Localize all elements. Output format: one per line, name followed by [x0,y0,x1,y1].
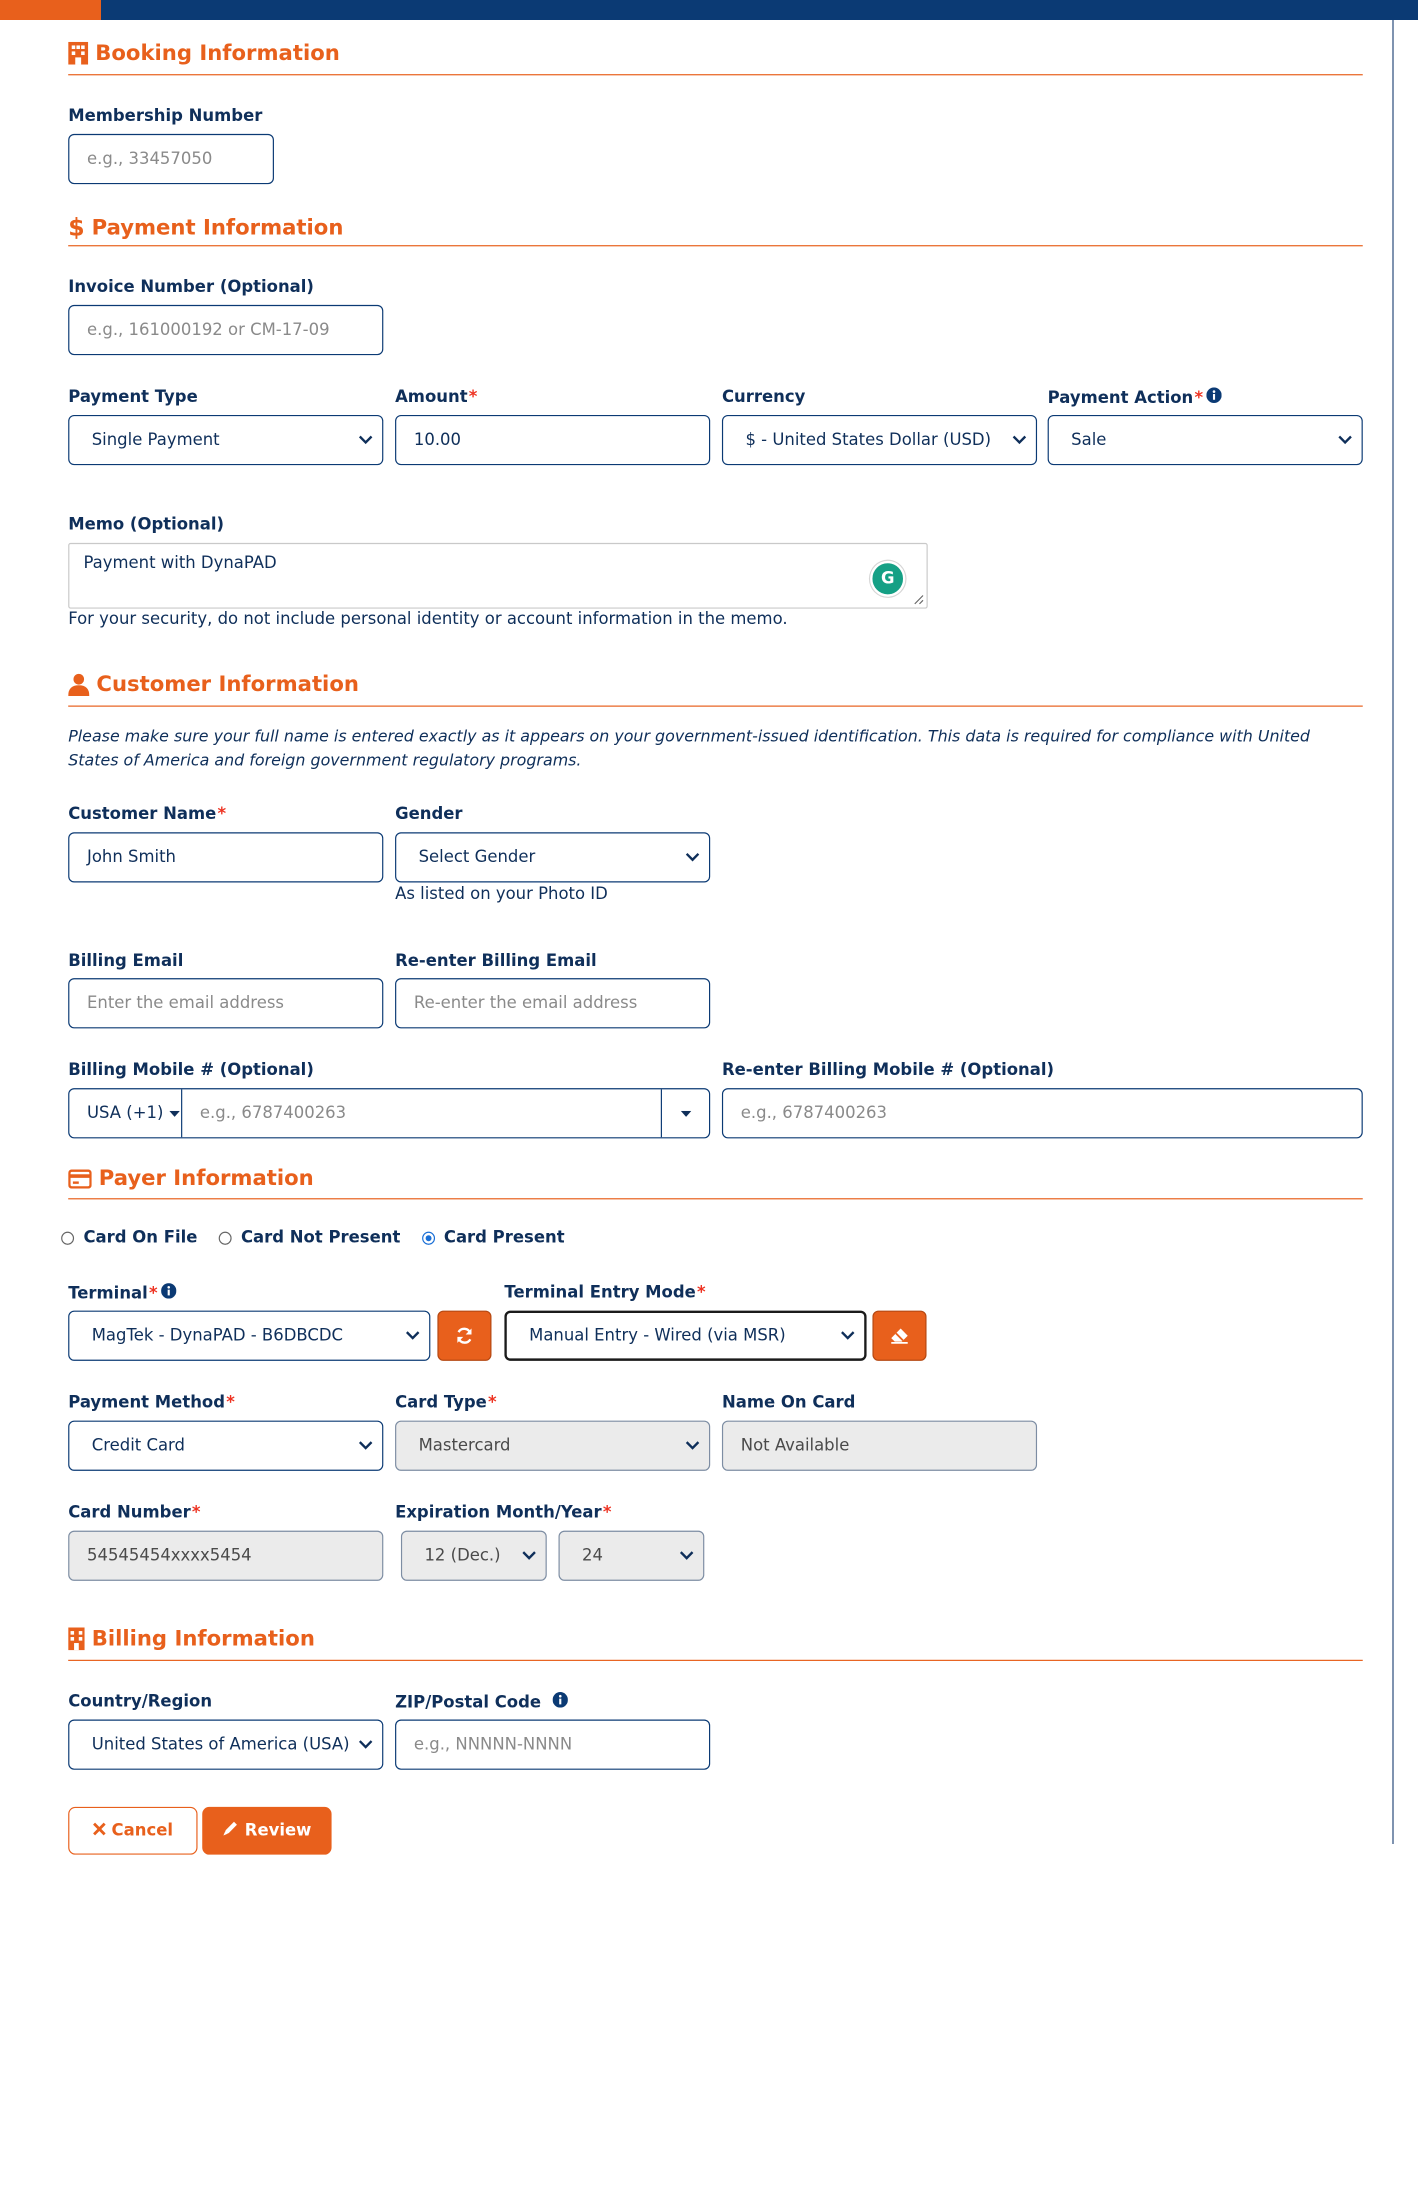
billing-email-input[interactable]: Enter the email address [68,978,383,1028]
billing-email-label: Billing Email [68,951,184,971]
info-icon[interactable] [553,1692,568,1712]
country-label: Country/Region [68,1692,213,1712]
country-select[interactable]: United States of America (USA) [68,1720,383,1770]
reenter-mobile-input[interactable]: e.g., 6787400263 [722,1088,1363,1138]
chevron-down-icon [522,1551,536,1561]
memo-help-text: For your security, do not include personal identity or account information in the memo. [68,609,788,629]
customer-divider [68,706,1363,707]
zip-label: ZIP/Postal Code [395,1692,568,1712]
mobile-format-dropdown[interactable] [661,1089,709,1137]
name-on-card-input: Not Available [722,1421,1037,1471]
customer-section-title: Customer Information [68,672,359,697]
payment-action-label: Payment Action * [1048,387,1222,407]
card-number-label: Card Number * [68,1503,201,1523]
radio-card-not-present[interactable]: Card Not Present [219,1228,401,1247]
payment-section-title: $ Payment Information [68,212,344,242]
payment-method-select[interactable]: Credit Card [68,1421,383,1471]
billing-section-title: Billing Information [68,1626,315,1651]
chevron-down-icon [685,1441,699,1451]
billing-mobile-label: Billing Mobile # (Optional) [68,1060,314,1080]
membership-label: Membership Number [68,106,263,126]
chevron-down-icon [685,853,699,863]
payment-type-select[interactable]: Single Payment [68,415,383,465]
chevron-down-icon [841,1331,855,1341]
customer-name-label: Customer Name * [68,804,227,824]
reenter-mobile-label: Re-enter Billing Mobile # (Optional) [721,1060,1055,1080]
card-type-select: Mastercard [395,1421,710,1471]
name-on-card-label: Name On Card [721,1393,856,1413]
expiration-label: Expiration Month/Year * [395,1503,612,1523]
amount-input[interactable]: 10.00 [395,415,710,465]
booking-divider [68,74,1363,75]
chevron-down-icon [406,1331,420,1341]
review-button[interactable]: Review [202,1807,331,1855]
entry-mode-label: Terminal Entry Mode * [504,1283,706,1303]
currency-label: Currency [721,387,806,407]
info-icon[interactable] [1207,387,1222,407]
grammarly-icon[interactable]: G [870,561,905,597]
eraser-icon [890,1327,909,1344]
caret-down-icon [680,1110,691,1116]
currency-select[interactable]: $ - United States Dollar (USD) [722,415,1037,465]
payment-method-label: Payment Method * [68,1393,235,1413]
billing-mobile-group [68,1088,710,1138]
gender-select[interactable]: Select Gender [395,832,710,882]
amount-label: Amount * [395,387,478,407]
radio-card-on-file[interactable]: Card On File [61,1228,197,1247]
radio-card-present[interactable]: Card Present [422,1228,565,1247]
building-icon [68,42,88,65]
chevron-down-icon [1012,435,1026,445]
reenter-email-label: Re-enter Billing Email [395,951,597,971]
exp-month-select: 12 (Dec.) [401,1531,547,1581]
chevron-down-icon [359,1740,373,1750]
country-code-dropdown[interactable]: USA (+1) [69,1089,182,1137]
building-icon [68,1627,84,1650]
payer-section-title: Payer Information [68,1166,314,1191]
close-icon [93,1821,106,1840]
chevron-down-icon [1338,435,1352,445]
exp-year-select: 24 [559,1531,705,1581]
billing-divider [68,1660,1363,1661]
gender-help-text: As listed on your Photo ID [395,884,608,905]
membership-input[interactable]: e.g., 33457050 [68,134,274,184]
caret-down-icon [169,1110,180,1116]
invoice-input[interactable]: e.g., 161000192 or CM-17-09 [68,305,383,355]
card-number-input: 54545454xxxx5454 [68,1531,383,1581]
zip-input[interactable]: e.g., NNNNN-NNNN [395,1720,710,1770]
payment-divider [68,245,1363,246]
payer-mode-radio-group [61,1228,586,1247]
info-icon[interactable] [161,1283,176,1303]
customer-name-input[interactable]: John Smith [68,832,383,882]
customer-compliance-note: Please make sure your full name is entered exactly as it appears on your government-issued identification. This data is required for compliance with United States of America and foreign government regulatory programs. [68,727,1311,771]
dollar-icon: $ [68,212,85,242]
clear-entry-button[interactable] [872,1311,926,1361]
payment-action-select[interactable]: Sale [1048,415,1363,465]
entry-mode-select[interactable]: Manual Entry - Wired (via MSR) [504,1311,866,1361]
chevron-down-icon [680,1551,694,1561]
resize-handle-icon[interactable] [912,593,924,605]
gender-label: Gender [395,804,463,824]
terminal-label: Terminal * [68,1283,176,1303]
billing-mobile-input[interactable]: e.g., 6787400263 [199,1103,347,1123]
invoice-label: Invoice Number (Optional) [68,277,314,297]
reenter-email-input[interactable]: Re-enter the email address [395,978,710,1028]
pencil-icon [222,1820,238,1842]
payer-divider [68,1198,1363,1199]
card-type-label: Card Type * [395,1393,497,1413]
terminal-select[interactable]: MagTek - DynaPAD - B6DBCDC [68,1311,430,1361]
memo-textarea[interactable]: Payment with DynaPAD G [68,543,928,609]
cancel-button[interactable]: Cancel [68,1807,197,1855]
refresh-terminals-button[interactable] [437,1311,491,1361]
credit-card-icon [68,1169,92,1188]
chevron-down-icon [359,1441,373,1451]
chevron-down-icon [359,435,373,445]
booking-section-title: Booking Information [68,41,340,66]
payment-type-label: Payment Type [68,387,198,407]
memo-label: Memo (Optional) [68,515,225,535]
user-icon [68,673,89,696]
refresh-icon [455,1326,474,1345]
